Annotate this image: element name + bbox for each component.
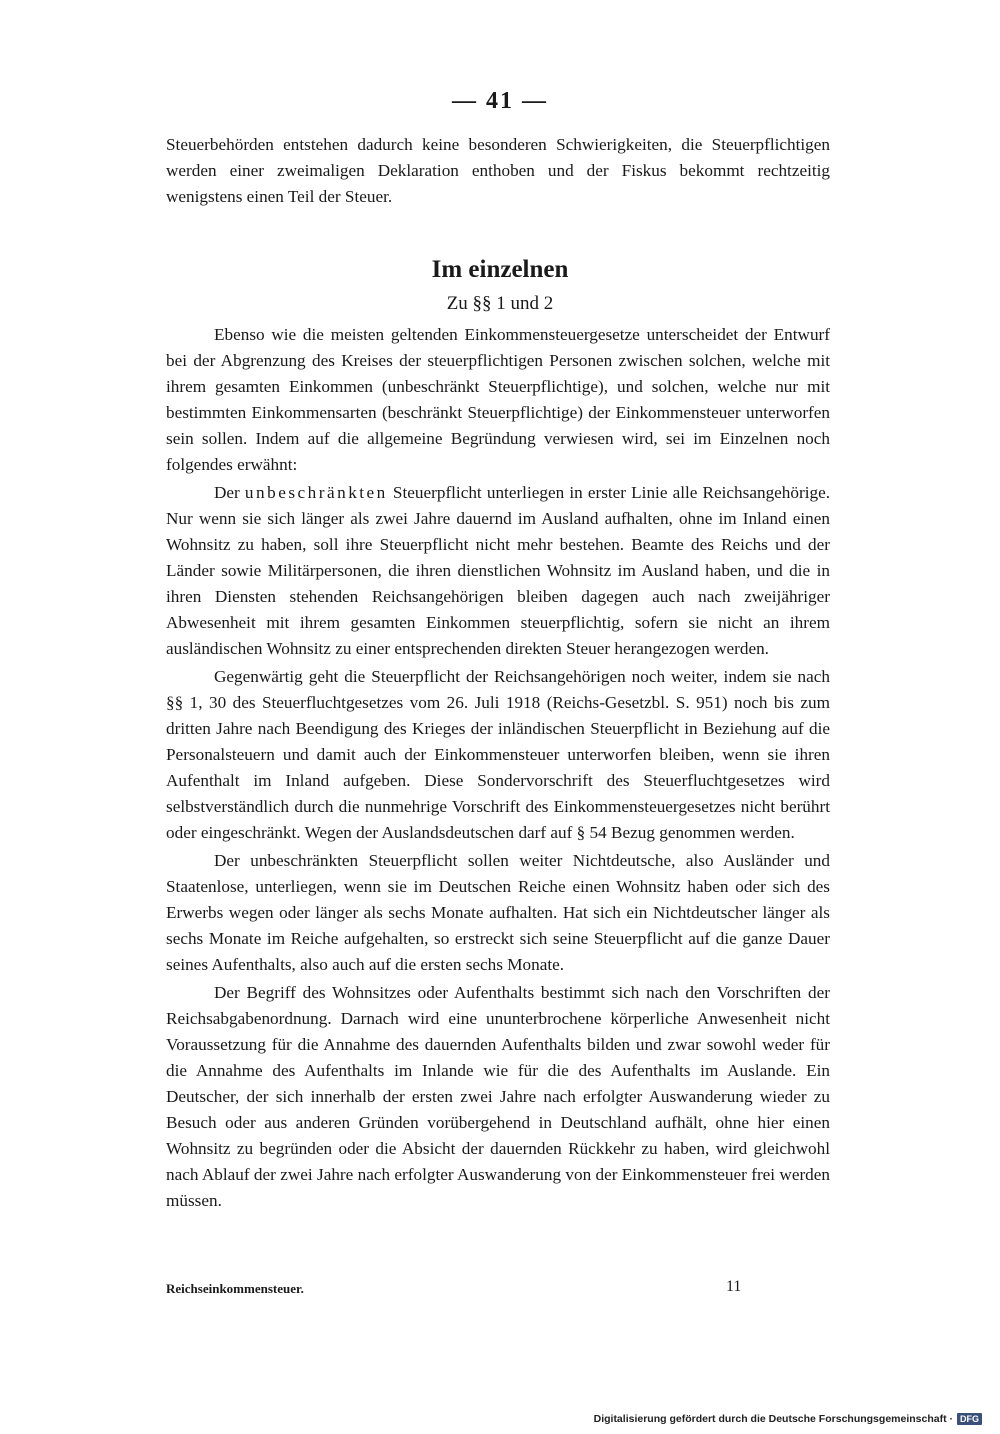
paragraph-5: Der Begriff des Wohnsitzes oder Aufenthalts bestimmt sich nach den Vorschriften der Reichsabgabenordnung. Darnach wird eine ununterbrochene körperliche Anwesenheit nicht Voraussetzung für die Annahme des dauernden Aufenthalts bilden und zwar sowohl weder für die Annahme des Aufenthalts im Inlande wie für die des Aufenthalts im Auslande. Ein Deutscher, der sich innerhalb der ersten zwei Jahre nach erfolgter Auswanderung wieder zu Besuch oder aus anderen Gründen vorübergehend in Deutschland aufhält, ohne hier einen Wohnsitz zu begründen oder die Absicht der dauernden Rückkehr zu haben, wird gleichwohl nach Ablauf der zwei Jahre nach erfolgter Auswanderung von der Einkommensteuer frei werden müssen.	[166, 983, 830, 1210]
paragraph-3: Gegenwärtig geht die Steuerpflicht der Reichsangehörigen noch weiter, indem sie nach §§ 1, 30 des Steuerfluchtgesetzes vom 26. Juli 1918 (Reichs-Gesetzbl. S. 951) noch bis zum dritten Jahre nach Beendigung des Krieges der inländischen Steuerpflicht in Beziehung auf die Personalsteuern und damit auch der Einkommensteuer unterworfen bleiben, wenn sie ihren Aufenthalt im Inland aufgeben. Diese Sondervorschrift des Steuerfluchtgesetzes wird selbstverständlich durch die nunmehrige Vorschrift des Einkommensteuergesetzes nicht berührt oder eingeschränkt. Wegen der Auslandsdeutschen darf auf § 54 Bezug genommen werden.	[166, 667, 830, 842]
section-subheading: Zu §§ 1 und 2	[446, 293, 554, 314]
dfg-logo-icon: DFG	[957, 1413, 982, 1425]
paragraph-2	[166, 480, 830, 662]
paragraph-2-text: Steuerpflicht unterliegen in erster Linie alle Reichsangehörige. Nur wenn sie sich länger als zwei Jahre dauernd im Ausland aufhalten, ohne im Inland einen Wohnsitz zu haben, soll ihre Steuerpflicht nicht mehr bestehen. Beamte des Reichs und der Länder sowie Militärpersonen, die ihren dienstlichen Wohnsitz im Ausland haben, und die in ihren Diensten stehenden Reichsangehörigen bleiben dagegen auch nach zweijähriger Abwesenheit mit ihrem gesamten Einkommen steuerpflichtig, sofern sie nicht an ihrem ausländischen Wohnsitz zu einer entsprechenden direkten Steuer herangezogen werden.	[166, 483, 830, 658]
body-text	[166, 322, 830, 1214]
paragraph-4: Der unbeschränkten Steuerpflicht sollen weiter Nichtdeutsche, also Ausländer und Staatenlose, unterliegen, wenn sie im Deutschen Reiche einen Wohnsitz haben oder sich des Erwerbs wegen oder länger als sechs Monate aufhalten. Hat sich ein Nichtdeutscher länger als sechs Monate im Reiche aufgehalten, so erstreckt sich seine Steuerpflicht auf die ganze Dauer seines Aufenthalts, also auch auf die ersten sechs Monate.	[166, 851, 830, 974]
digitization-credit	[594, 1413, 982, 1425]
footer-sheet-number: 11	[726, 1278, 742, 1295]
paragraph-2-emphasis: unbeschränkten	[244, 483, 388, 502]
page-number: — 41 —	[452, 88, 548, 114]
paragraph-1: Ebenso wie die meisten geltenden Einkommensteuergesetze unterscheidet der Entwurf bei der Abgrenzung des Kreises der steuerpflichtigen Personen zwischen solchen, welche mit ihrem gesamten Einkommen (unbeschränkt Steuerpflichtige), und solchen, welche nur mit bestimmten Einkommensarten (beschränkt Steuerpflichtige) der Einkommensteuer unterworfen sein sollen. Indem auf die allgemeine Begründung verwiesen wird, sei im Einzelnen noch folgendes erwähnt:	[166, 325, 830, 474]
footer-signature: Reichseinkommensteuer.	[166, 1281, 304, 1296]
paragraph-2-prefix: Der	[214, 483, 245, 502]
intro-text	[166, 132, 830, 210]
intro-paragraph: Steuerbehörden entstehen dadurch keine besonderen Schwierigkeiten, die Steuerpflichtigen werden einer zweimaligen Deklaration enthoben und der Fiskus bekommt rechtzeitig wenigstens einen Teil der Steuer.	[166, 135, 830, 206]
credit-text: Digitalisierung gefördert durch die Deutsche Forschungsgemeinschaft ·	[593, 1413, 953, 1425]
section-heading: Im einzelnen	[431, 256, 569, 283]
